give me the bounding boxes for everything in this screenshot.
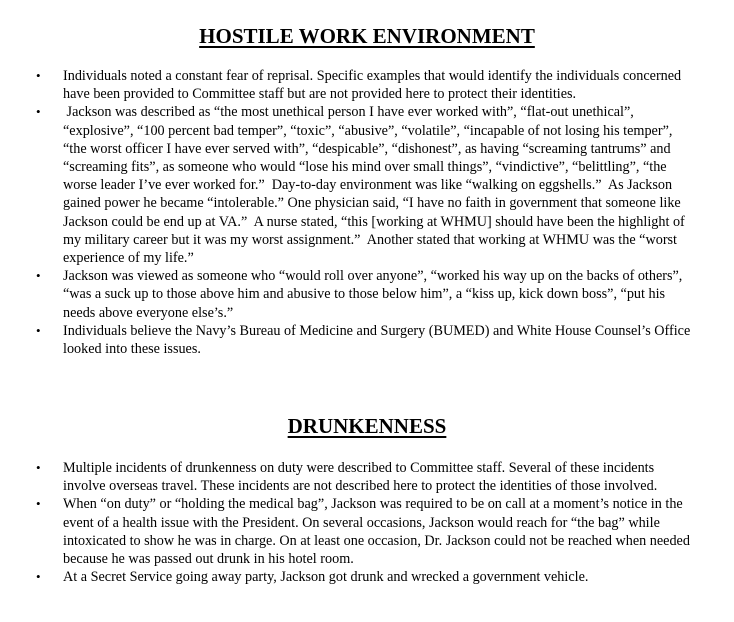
bullet-icon: •	[36, 460, 41, 475]
list-item	[0, 322, 734, 358]
list-item	[0, 495, 734, 568]
list-item-text: Jackson was viewed as someone who “would roll over anyone”, “worked his way up on the backs of others”, “was a suck up to those above him and abusive to those below him”, a “kiss up, kick down boss”, “put his needs above everyone else’s.”	[63, 268, 683, 321]
list-item	[0, 103, 734, 267]
bullet-icon: •	[36, 496, 41, 512]
drunkenness-list	[0, 459, 734, 586]
bullet-icon: •	[36, 268, 41, 284]
section-heading-drunkenness: DRUNKENNESS	[287, 414, 447, 438]
bullet-icon: •	[36, 68, 41, 83]
list-item-text: Jackson was described as “the most unethical person I have ever worked with”, “flat-out unethical”, “explosive”, “100 percent bad temper”, “toxic”, “abusive”, “volatile”, “incapable of not losing his temper”, “the worst officer I have ever served with”, “despicable”, “dishonest”, as having “screaming tantrums” and “screaming fits”, as someone who would “lose his mind over small things”, “vindictive”, “belittling”, “the worse leader I’ve ever worked for.” Day-to-day environment was like “walking on eggshells.” As Jackson gained power he became “intolerable.” One physician said, “I have no faith in government that someone like Jackson could be end up at VA.” A nurse stated, “this [working at WHMU] should have been the highlight of my military career but it was my worst assignment.” Another stated that working at WHMU was the “worst experience of my life.”	[63, 104, 689, 267]
bullet-icon: •	[36, 569, 41, 585]
list-item-text: At a Secret Service going away party, Jackson got drunk and wrecked a government vehicle.	[63, 569, 589, 586]
list-item	[0, 67, 734, 103]
list-item-text: Multiple incidents of drunkenness on duty were described to Committee staff. Several of these incidents involve overseas travel. These incidents are not described here to protect the identities of those involved.	[63, 460, 658, 495]
list-item-text: Individuals noted a constant fear of reprisal. Specific examples that would identify the individuals concerned have been provided to Committee staff but are not provided here to protect their identities.	[63, 68, 682, 103]
bullet-icon: •	[36, 104, 41, 120]
list-item	[0, 459, 734, 495]
bullet-icon: •	[36, 322, 41, 338]
list-item	[0, 267, 734, 322]
hostile-work-environment-list	[0, 67, 734, 358]
list-item-text: When “on duty” or “holding the medical bag”, Jackson was required to be on call at a moment’s notice in the event of a health issue with the President. On several occasions, Jackson would reach for “the bag” while intoxicated to show he was in charge. On at least one occasion, Dr. Jackson could not be reached when needed because he was passed out drunk in his hotel room.	[63, 496, 690, 568]
list-item	[0, 568, 734, 586]
list-item-text: Individuals believe the Navy’s Bureau of Medicine and Surgery (BUMED) and White House Counsel’s Office looked into these issues.	[63, 322, 691, 358]
section-heading-hostile-work-environment: HOSTILE WORK ENVIRONMENT	[199, 24, 535, 48]
